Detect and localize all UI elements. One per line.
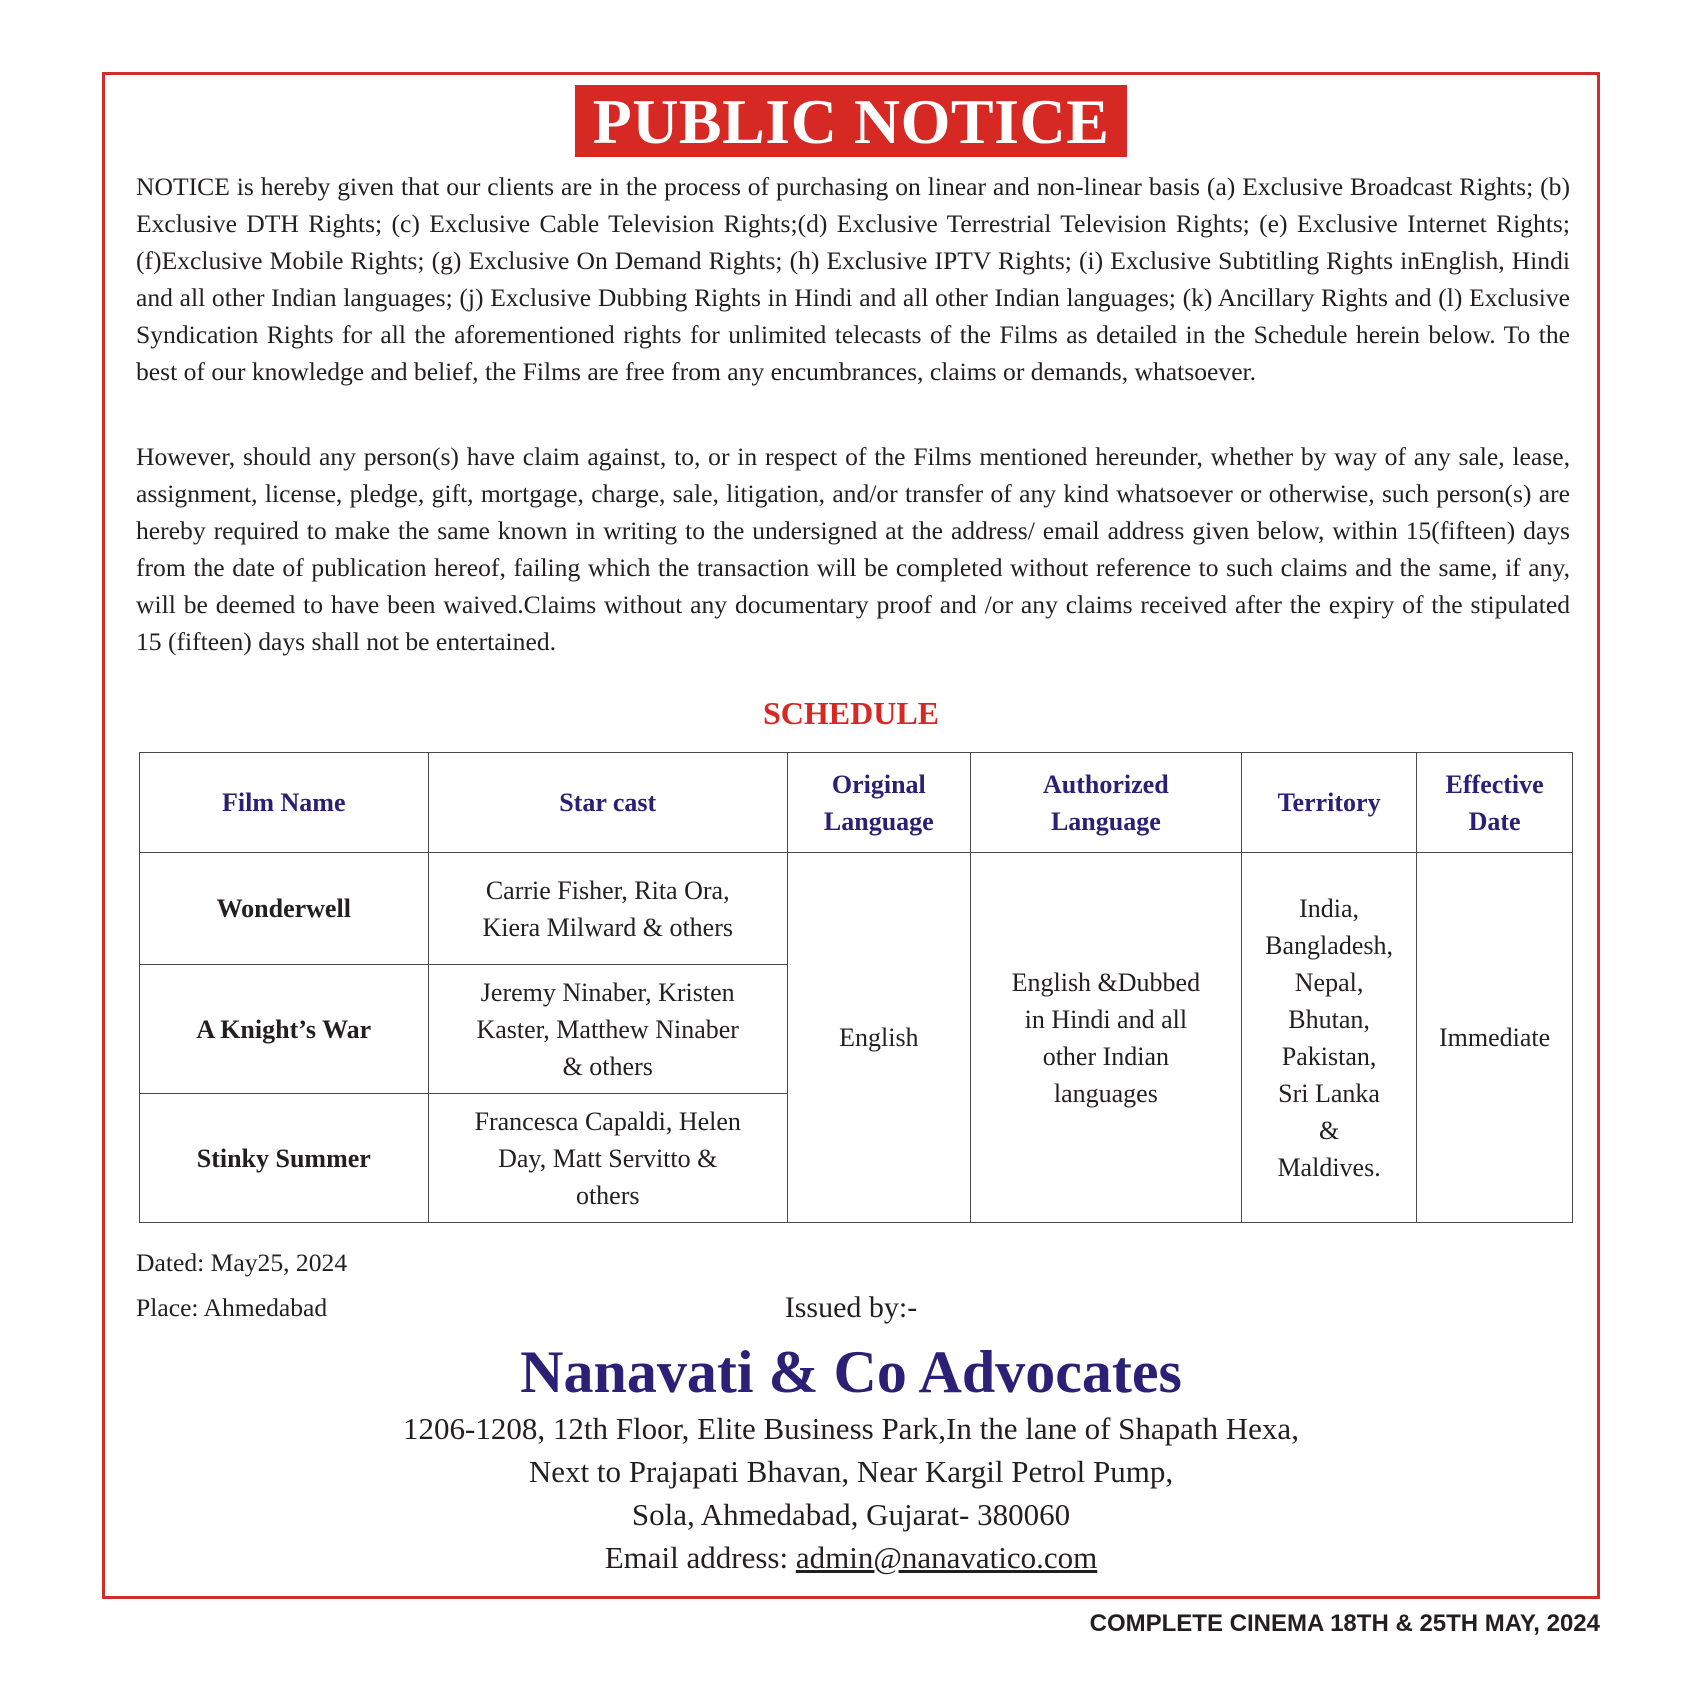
dated-text: Dated: May25, 2024 — [136, 1248, 348, 1277]
header-original-language-line: Language — [823, 806, 934, 836]
cast-line: Jeremy Ninaber, Kristen — [480, 977, 735, 1007]
territory-line: Pakistan, — [1281, 1041, 1377, 1071]
notice-paragraph-2: However, should any person(s) have claim against, to, or in respect of the Films mentioned hereunder, whether by way of any sale, lease, assignment, license, pledge, gift, mortgage, charge, sale, litigation, and/or transfer of any kind whatsoever or otherwise, such person(s) are hereby required to make the same known in writing to the undersigned at the address/ email address given below, within 15(fifteen) days from the date of publication hereof, failing which the transaction will be completed without reference to such claims and the same, if any, will be deemed to have been waived.Claims without any documentary proof and /or any claims received after the expiry of the stipulated 15 (fifteen) days shall not be entertained. — [136, 442, 1570, 656]
header-original-language-line: Original — [831, 769, 926, 799]
territory-line: Maldives. — [1277, 1152, 1381, 1182]
header-effective-date — [1417, 753, 1573, 853]
original-language-cell: English — [787, 853, 970, 1223]
header-territory: Territory — [1241, 753, 1416, 853]
territory-line: Sri Lanka — [1278, 1078, 1380, 1108]
schedule-table — [139, 752, 1573, 1223]
header-effective-date-line: Effective — [1445, 769, 1544, 799]
territory-line: Nepal, — [1294, 967, 1364, 997]
authorized-language-line: in Hindi and all — [1024, 1004, 1188, 1034]
address-line: Next to Prajapati Bhavan, Near Kargil Petrol Pump, — [528, 1454, 1174, 1489]
authorized-language-line: English &Dubbed — [1011, 967, 1201, 997]
schedule-heading: SCHEDULE — [762, 695, 940, 731]
effective-date-cell: Immediate — [1417, 853, 1573, 1223]
email-label: Email address: — [604, 1540, 796, 1575]
film-name-cell: A Knight’s War — [140, 965, 429, 1094]
territory-line: India, — [1299, 893, 1360, 923]
notice-title: PUBLIC NOTICE — [575, 85, 1128, 157]
header-authorized-language — [970, 753, 1241, 853]
cast-line: Francesca Capaldi, Helen — [474, 1106, 741, 1136]
star-cast-cell — [428, 853, 787, 965]
issued-by-text: Issued by:- — [784, 1291, 918, 1324]
cast-line: & others — [562, 1051, 653, 1081]
table-row — [140, 853, 1573, 965]
address-line: 1206-1208, 12th Floor, Elite Business Park,In the lane of Shapath Hexa, — [403, 1411, 1299, 1446]
authorized-language-cell — [970, 853, 1241, 1223]
firm-address — [105, 1407, 1597, 1579]
authorized-language-line: other Indian — [1042, 1041, 1170, 1071]
header-film-name: Film Name — [140, 753, 429, 853]
header-authorized-language-line: Language — [1050, 806, 1161, 836]
publication-footer: COMPLETE CINEMA 18TH & 25TH MAY, 2024 — [1089, 1610, 1600, 1637]
header-effective-date-line: Date — [1468, 806, 1521, 836]
film-name-cell: Stinky Summer — [140, 1094, 429, 1223]
territory-line: Bangladesh, — [1265, 930, 1393, 960]
address-line: Sola, Ahmedabad, Gujarat- 380060 — [631, 1497, 1071, 1532]
header-original-language — [787, 753, 970, 853]
cast-line: Carrie Fisher, Rita Ora, — [485, 875, 730, 905]
firm-name: Nanavati & Co Advocates — [520, 1339, 1182, 1405]
star-cast-cell — [428, 965, 787, 1094]
email-line — [105, 1536, 1597, 1579]
cast-line: Kiera Milward & others — [482, 912, 733, 942]
territory-line: & — [1318, 1115, 1340, 1145]
place-text: Place: Ahmedabad — [136, 1293, 328, 1322]
cast-line: others — [575, 1180, 640, 1210]
table-header-row — [140, 753, 1573, 853]
territory-line: Bhutan, — [1288, 1004, 1370, 1034]
notice-paragraph-1: NOTICE is hereby given that our clients are in the process of purchasing on linear and non-linear basis (a) Exclusive Broadcast Rights; (b) Exclusive DTH Rights; (c) Exclusive Cable Television Rights;(d) Exclusive Terrestrial Television Rights; (e) Exclusive Internet Rights; (f)Exclusive Mobile Rights; (g) Exclusive On Demand Rights; (h) Exclusive IPTV Rights; (i) Exclusive Subtitling Rights inEnglish, Hindi and all other Indian languages; (j) Exclusive Dubbing Rights in Hindi and all other Indian languages; (k) Ancillary Rights and (l) Exclusive Syndication Rights for all the aforementioned rights for unlimited telecasts of the Films as detailed in the Schedule herein below. To the best of our knowledge and belief, the Films are free from any encumbrances, claims or demands, whatsoever. — [136, 172, 1570, 386]
header-star-cast: Star cast — [428, 753, 787, 853]
territory-cell — [1241, 853, 1416, 1223]
cast-line: Day, Matt Servitto & — [498, 1143, 718, 1173]
star-cast-cell — [428, 1094, 787, 1223]
notice-frame — [102, 72, 1600, 1599]
title-wrap — [105, 85, 1597, 157]
film-name-cell: Wonderwell — [140, 853, 429, 965]
email-link[interactable]: admin@nanavatico.com — [795, 1540, 1098, 1575]
authorized-language-line: languages — [1053, 1078, 1158, 1108]
cast-line: Kaster, Matthew Ninaber — [476, 1014, 739, 1044]
header-authorized-language-line: Authorized — [1043, 769, 1169, 799]
